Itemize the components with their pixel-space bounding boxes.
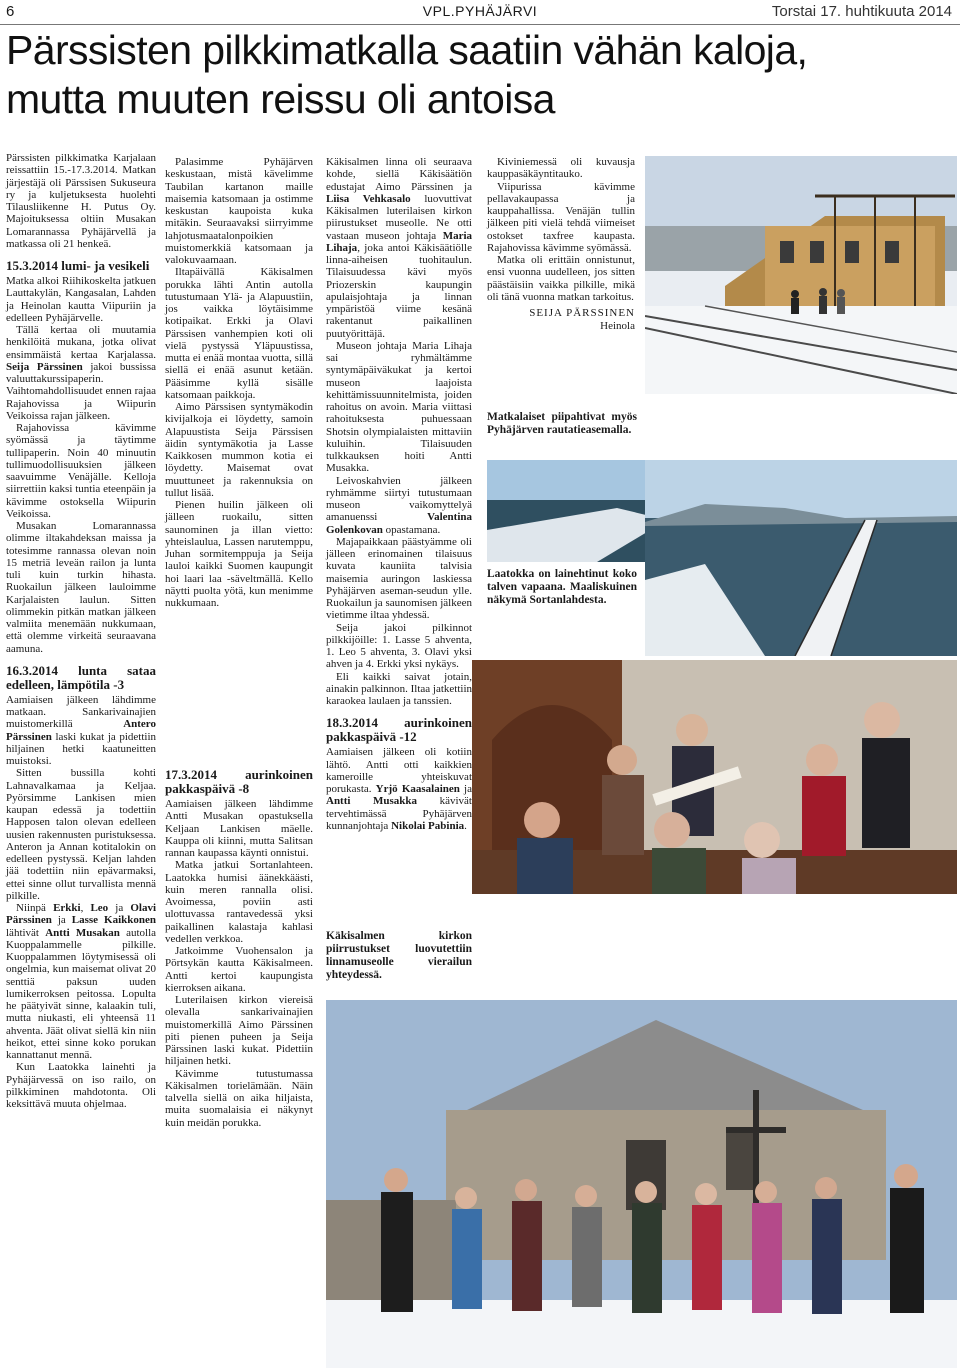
paragraph: Leivoskahvien jälkeen ryhmämme siirtyi tutustumaan museon vaikomyttelyä amanuenssi Valentina Golenkovan opastamana. (326, 474, 472, 536)
page-number: 6 (6, 3, 15, 20)
paragraph: Kun Laatokka lainehti ja Pyhäjärvessä on iso railo, on pilkkiminen mahdotonta. Oli keksittävä muuta ohjelmaa. (6, 1061, 156, 1110)
headline-line-1: Pärssisten pilkkimatkalla saatiin vähän kaloja, (6, 27, 808, 73)
paragraph: Eli kaikki saivat jotain, ainakin palkinnon. Iltaa jatkettiin karaokea laulaen ja tanssien. (326, 670, 473, 707)
paragraph: Käkisalmen linna oli seuraava kohde, siellä Käkisäätiön edustajat Aimo Pärssinen ja Liisa Vehkasalo luovuttivat Käkisalmen luterilaisen kirkon piirustukset museolle. Ne otti vastaan museon johtaja Maria Lihaja, joka antoi Käkisäätiölle linna-aiheisen tuohitaulun. Tilaisuudessa kävi myös Priozerskin kaupungin apulaisjohtaja ja linnan ympäristöä viime kesänä rakentanut paikallinen puutyörittäjä. (326, 156, 473, 340)
photo-group-church (326, 1000, 957, 1368)
article-column-3 (326, 156, 472, 832)
author-place: Heinola (600, 320, 635, 332)
page-header (0, 0, 960, 25)
paragraph: Niinpä Erkki, Leo ja Olavi Pärssinen ja Lasse Kaikkonen lähtivät Antti Musakan autolla Kuoppalammelle pilkille. Kuoppalammen löytymisessä oli ongelmia, kun maisemat olivat 20 senttiä paksun uuden lumikerroksen peitossa. Lopulta he päätyivät sinne, kalaakin tuli, mutta niukasti, eli yhteensä 11 ahventa. Jäät olivat siellä kin niin heikot, ettei sinne koko porukan kannattanut mennä. (6, 902, 157, 1061)
caption-laatokka: Laatokka on lainehtinut koko talven vapaana. Maaliskuinen näkymä Sortanlahdesta. (487, 568, 637, 606)
paragraph: Matka jatkui Sortanlahteen. Laatokka humisi äänekkäästi, kuin meren rannalla olisi. Avoimessa, poviin asti ulottuvassa rantavedessä yksi paikallinen kalastaja kahlasi vedellen verkkoa. (165, 859, 313, 945)
paragraph: Rajahovissa kävimme syömässä ja täytimme tullipaperin. Noin 40 minuutin tullimuodollisuuksien jälkeen saavuimme Venäjälle. Kelloja siirrettiin kaksi tuntia eteenpäin ja kävimme ostoksella Wiipurin Veikoissa. (6, 422, 156, 520)
section-name: VPL.PYHÄJÄRVI (422, 3, 538, 19)
paragraph: Tällä kertaa oli muutamia henkilöitä mukana, jotka olivat ensimmäistä kertaa Karjalassa. Seija Pärssinen jakoi bussissa valuuttakurssipaperin. Vaihtomahdollisuudet ennen rajaa Rajahovissa ja Wiipurin Veikoissa rajan jälkeen. (6, 324, 156, 422)
article-column-1 (6, 152, 156, 1110)
paragraph: Kävimme tutustumassa Käkisalmen torielämään. Näin talvella siellä on aika hiljaista, muita suomalaisia ei näkynyt kuin meidän porukka. (165, 1067, 313, 1129)
subheading-day-3: 17.3.2014 aurinkoinen pakkaspäivä -8 (165, 767, 313, 796)
article-column-2 (165, 156, 313, 609)
paragraph: Musakan Lomarannassa olimme iltakahdeksan maissa ja totesimme rannassa olevan noin 15 metriä leveän railon ja lunta tuli kuin turkin hihasta. Ruokailun jälkeen lauloimme Karjalaisten laulun. Sitten olimmekin pitkän matkan jälkeen valmiita menemään nukkumaan, että olemme virkeitä seuraavana aamuna. (6, 520, 156, 655)
photo-railway-station (645, 156, 957, 394)
paragraph: Aamiaisen jälkeen lähdimme matkaan. Sankarivainajien muistomerkillä Antero Pärssinen laski kukat ja pidettiin hiljainen hetki kaatuneitten muistoksi. (6, 693, 156, 767)
paragraph: Jatkoimme Vuohensalon ja Pörtsykän kautta Käkisalmeen. Antti kertoi kaupungista kierroksen aikana. (165, 945, 313, 994)
article-column-4 (487, 156, 635, 333)
caption-museum: Käkisalmen kirkon piirrustukset luovutettiin linnamuseolle vierailun yhteydessä. (326, 930, 472, 981)
subheading-day-4: 18.3.2014 aurinkoinen pakkaspäivä -12 (326, 715, 472, 745)
paragraph: Museon johtaja Maria Lihaja sai ryhmältämme syntymäpäiväkukat ja kertoi museon laajoista kehittämissuunnitelmista, joiden rahoitus on avoin. Maria viittasi rahoituksesta puhuessaan Shotsin olympialaisten mittaviin kuluihin. Tilaisuuden tulkkauksen hoiti Antti Musakka. (326, 339, 472, 475)
photo-museum-handover (472, 660, 957, 894)
headline (6, 26, 956, 124)
paragraph: Majapaikkaan päästyämme oli jälleen erinomainen tilaisuus kuvata kauniita talvisia maisemia auringon laskiessa Pyhäjärven aseman-seudun ylle. Ruokailun ja saunomisen jälkeen vietimme iltaa yhdessä. (326, 535, 472, 622)
headline-line-2: mutta muuten reissu oli antoisa (6, 76, 555, 122)
photo-sortanlahti-pier (645, 460, 957, 656)
issue-date: Torstai 17. huhtikuuta 2014 (771, 3, 952, 20)
paragraph: Aimo Pärssisen syntymäkodin kivijalkoja ei löydetty, samoin Alapuustista Seija Pärssisen äidin syntymäkotia ja Lasse Kaikkosen mummon kotia ei löydetty. Maisemat ovat muuttuneet ja rakennuksia on tullut lisää. (165, 401, 313, 499)
article-intro: Pärssisten pilkkimatka Karjalaan reissattiin 15.-17.3.2014. Matkan järjestäjä oli Pärssisen Sukuseura ry ja kuljetuksesta huolehti Tilausliikenne H. Putus Oy. Majoituksessa oltiin Musakan Lomarannassa Pyhäjärvellä ja matkassa oli 21 henkeä. (6, 152, 156, 250)
paragraph: Matka oli erittäin onnistunut, ensi vuonna uudelleen, jos sitten päästäisiin vaikka pilkille, mikä oli tänä vuonna matkan tarkoitus. (487, 254, 635, 303)
byline (487, 307, 635, 333)
subheading-day-1: 15.3.2014 lumi- ja vesikeli (6, 258, 150, 273)
paragraph: Aamiaisen jälkeen oli kotiin lähtö. Antti otti kaikkien kameroille yhteiskuvat porukasta. Yrjö Kaasalainen ja Antti Musakka kävivät tervehtimässä Pyhäjärven kunnanjohtaja Nikolai Pabinia. (326, 746, 472, 832)
author-name: SEIJA PÄRSSINEN (529, 307, 635, 319)
paragraph: Palasimme Pyhäjärven keskustaan, mistä kävelimme Taubilan kartanon maille maisemia katsomaan ja ostimme keskustan kaupoista kuka mitäkin. Seuraavaksi siirryimme lahjotusmaatalonpoikien muistomerkkiä katsomaan ja valokuvaamaan. (165, 156, 313, 266)
person-name: Antero Pärssinen (6, 718, 156, 743)
paragraph: Aamiaisen jälkeen lähdimme Antti Musakan opastuksella Keljaan Lankisen mäelle. Kauppa oli kiinni, mutta Salitsan rannan kaupassa käynti onnistui. (165, 798, 313, 859)
article-column-2-lower (165, 768, 313, 1129)
paragraph: Sitten bussilla kohti Lahnavalkamaa ja Keljaa. Pyörsimme Lankisen mien kaupan edessä ja todettiin Happosen talon olevan edelleen uusien rakennusten puristuksessa. Anteron ja Annan kotitalokin on edelleen pystyssä. Keljan lahden jää todettiin niin epävarmaksi, ettei sinne ollut turvallista mennä pilkille. (6, 767, 156, 902)
paragraph: Matka alkoi Riihikoskelta jatkuen Lauttakylän, Kangasalan, Lahden ja Heinolan kautta Viipuriin ja edelleen Pyhäjärvelle. (6, 275, 156, 324)
paragraph: Viipurissa kävimme pellavakaupassa ja kauppahallissa. Venäjän tullin jälkeen piti vielä tehdä viimeiset ostokset taxfree kaupasta. Rajahovissa kävimme syömässä. (487, 180, 635, 254)
paragraph: Pienen huilin jälkeen oli jälleen ruokailu, sitten saunominen ja illan vietto: yhteislaulua, Lassen narutemppu, Juhan sormitemppuja ja Seija lauloi kaikki Suomen kaupungit hoi laari laa -säveltmällä. Kello näytti puolta yötä, kun menimme nukkumaan. (165, 499, 313, 609)
paragraph: Kiviniemessä oli kuvausja kauppasäkäyntitauko. (487, 156, 635, 181)
caption-station: Matkalaiset piipahtivat myös Pyhäjärven rautatieasemalla. (487, 411, 637, 436)
paragraph: Seija jakoi pilkinnot pilkkijöille: 1. Lasse 5 ahventa, 1. Leo 5 ahventa, 3. Olavi yksi ahven ja 4. Erkki yksi nykäys. (326, 621, 472, 671)
paragraph: Luterilaisen kirkon viereisä olevalla sankarivainajien muistomerkillä Aimo Pärssinen piti pienen puheen ja Seija Pärssinen laski kukat. Pidettiin hiljainen hetki. (165, 994, 313, 1068)
person-name: Seija Pärssinen (6, 360, 83, 373)
paragraph: Iltapäivällä Käkisalmen porukka lähti Antin autolla tutustumaan Ylä- ja Alapuustiin, jos vaikka löytäisimme kotipaikat. Erkki ja Olavi Pärssisen vanhempien koti oli vielä pystyssä Yläpuustissa, mutta ei enää montaa vuotta, sillä siellä ei enää asunut ketään. Pääsimme kyllä sisälle katsomaan paikkoja. (165, 266, 313, 401)
subheading-day-2: 16.3.2014 lunta sataa edelleen, lämpötila -3 (6, 662, 156, 692)
